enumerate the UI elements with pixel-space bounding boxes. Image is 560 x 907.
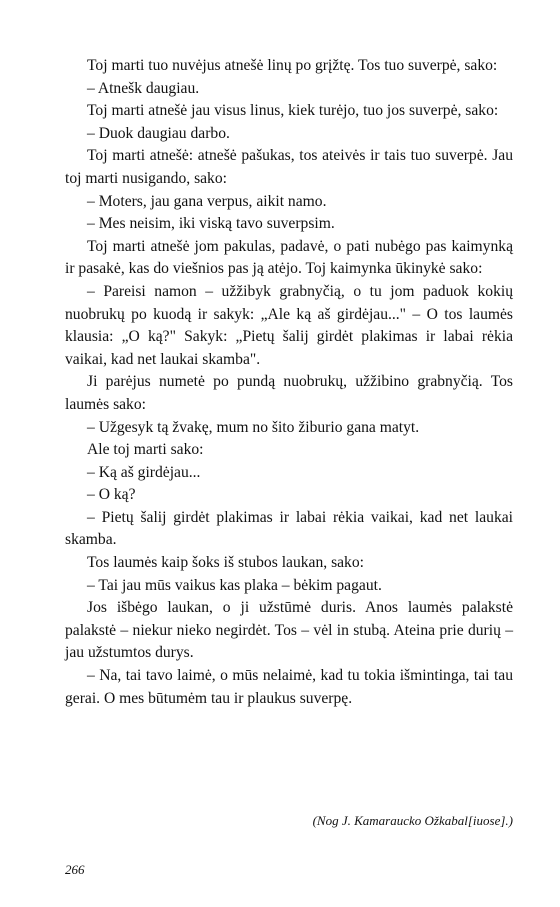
paragraph: – Na, tai tavo laimė, o mūs nelaimė, kad tu tokia išmintinga, tai tau gerai. O mes būtumėm tau ir plaukus suverpę.: [65, 667, 513, 707]
paragraph: Toj marti atnešė jau visus linus, kiek turėjo, tuo jos suverpė, sako:: [87, 102, 499, 120]
paragraph: – Atnešk daugiau.: [87, 79, 200, 97]
paragraph: – O ką?: [87, 486, 136, 504]
paragraph: Toj marti tuo nuvėjus atnešė linų po grįžtę. Tos tuo suverpė, sako:: [87, 57, 498, 74]
paragraph: – Užgesyk tą žvakę, mum no šito žiburio gana matyt.: [87, 418, 420, 436]
main-text: [65, 55, 513, 710]
paragraph: Ji parėjus numetė po pundą nuobrukų, užžibino grabnyčią. Tos laumės sako:: [65, 373, 513, 413]
paragraph: – Mes neisim, iki viską tavo suverpsim.: [87, 215, 335, 233]
paragraph: – Tai jau mūs vaikus kas plaka – bėkim pagaut.: [87, 576, 382, 594]
paragraph: Jos išbėgo laukan, o ji užstūmė duris. Anos laumės palakstė palakstė – niekur nieko negirdėt. Tos – vėl in stubą. Ateina prie durių – jau užstumtos durys.: [65, 599, 513, 662]
paragraph: Tos laumės kaip šoks iš stubos laukan, sako:: [87, 554, 364, 572]
paragraph: – Moters, jau gana verpus, aikit namo.: [87, 192, 327, 210]
source-citation: (Nog J. Kamaraucko Ožkabal[iuose].): [312, 813, 513, 828]
paragraph: – Pareisi namon – užžibyk grabnyčią, o tu jom paduok kokių nuobrukų po kuodą ir sakyk: „Ale ką aš girdėjau..." – O tos laumės klausia: „O ką?" Sakyk: „Pietų šalij girdėt plakimas ir labai rėkia vaikai, kad net laukai skamba".: [65, 282, 513, 368]
paragraph: Toj marti atnešė jom pakulas, padavė, o pati nubėgo pas kaimynką ir pasakė, kas do viešnios pas ją atėjo. Toj kaimynka ūkinykė sako:: [65, 237, 513, 278]
page-number: 266: [65, 862, 85, 877]
paragraph: – Duok daugiau darbo.: [87, 124, 230, 142]
paragraph: – Pietų šalij girdėt plakimas ir labai rėkia vaikai, kad net laukai skamba.: [65, 508, 513, 549]
paragraph: – Ką aš girdėjau...: [87, 463, 201, 481]
paragraph: Ale toj marti sako:: [87, 441, 204, 459]
paragraph: Toj marti atnešė: atnešė pašukas, tos ateivės ir tais tuo suverpė. Jau toj marti nusigando, sako:: [65, 147, 513, 187]
